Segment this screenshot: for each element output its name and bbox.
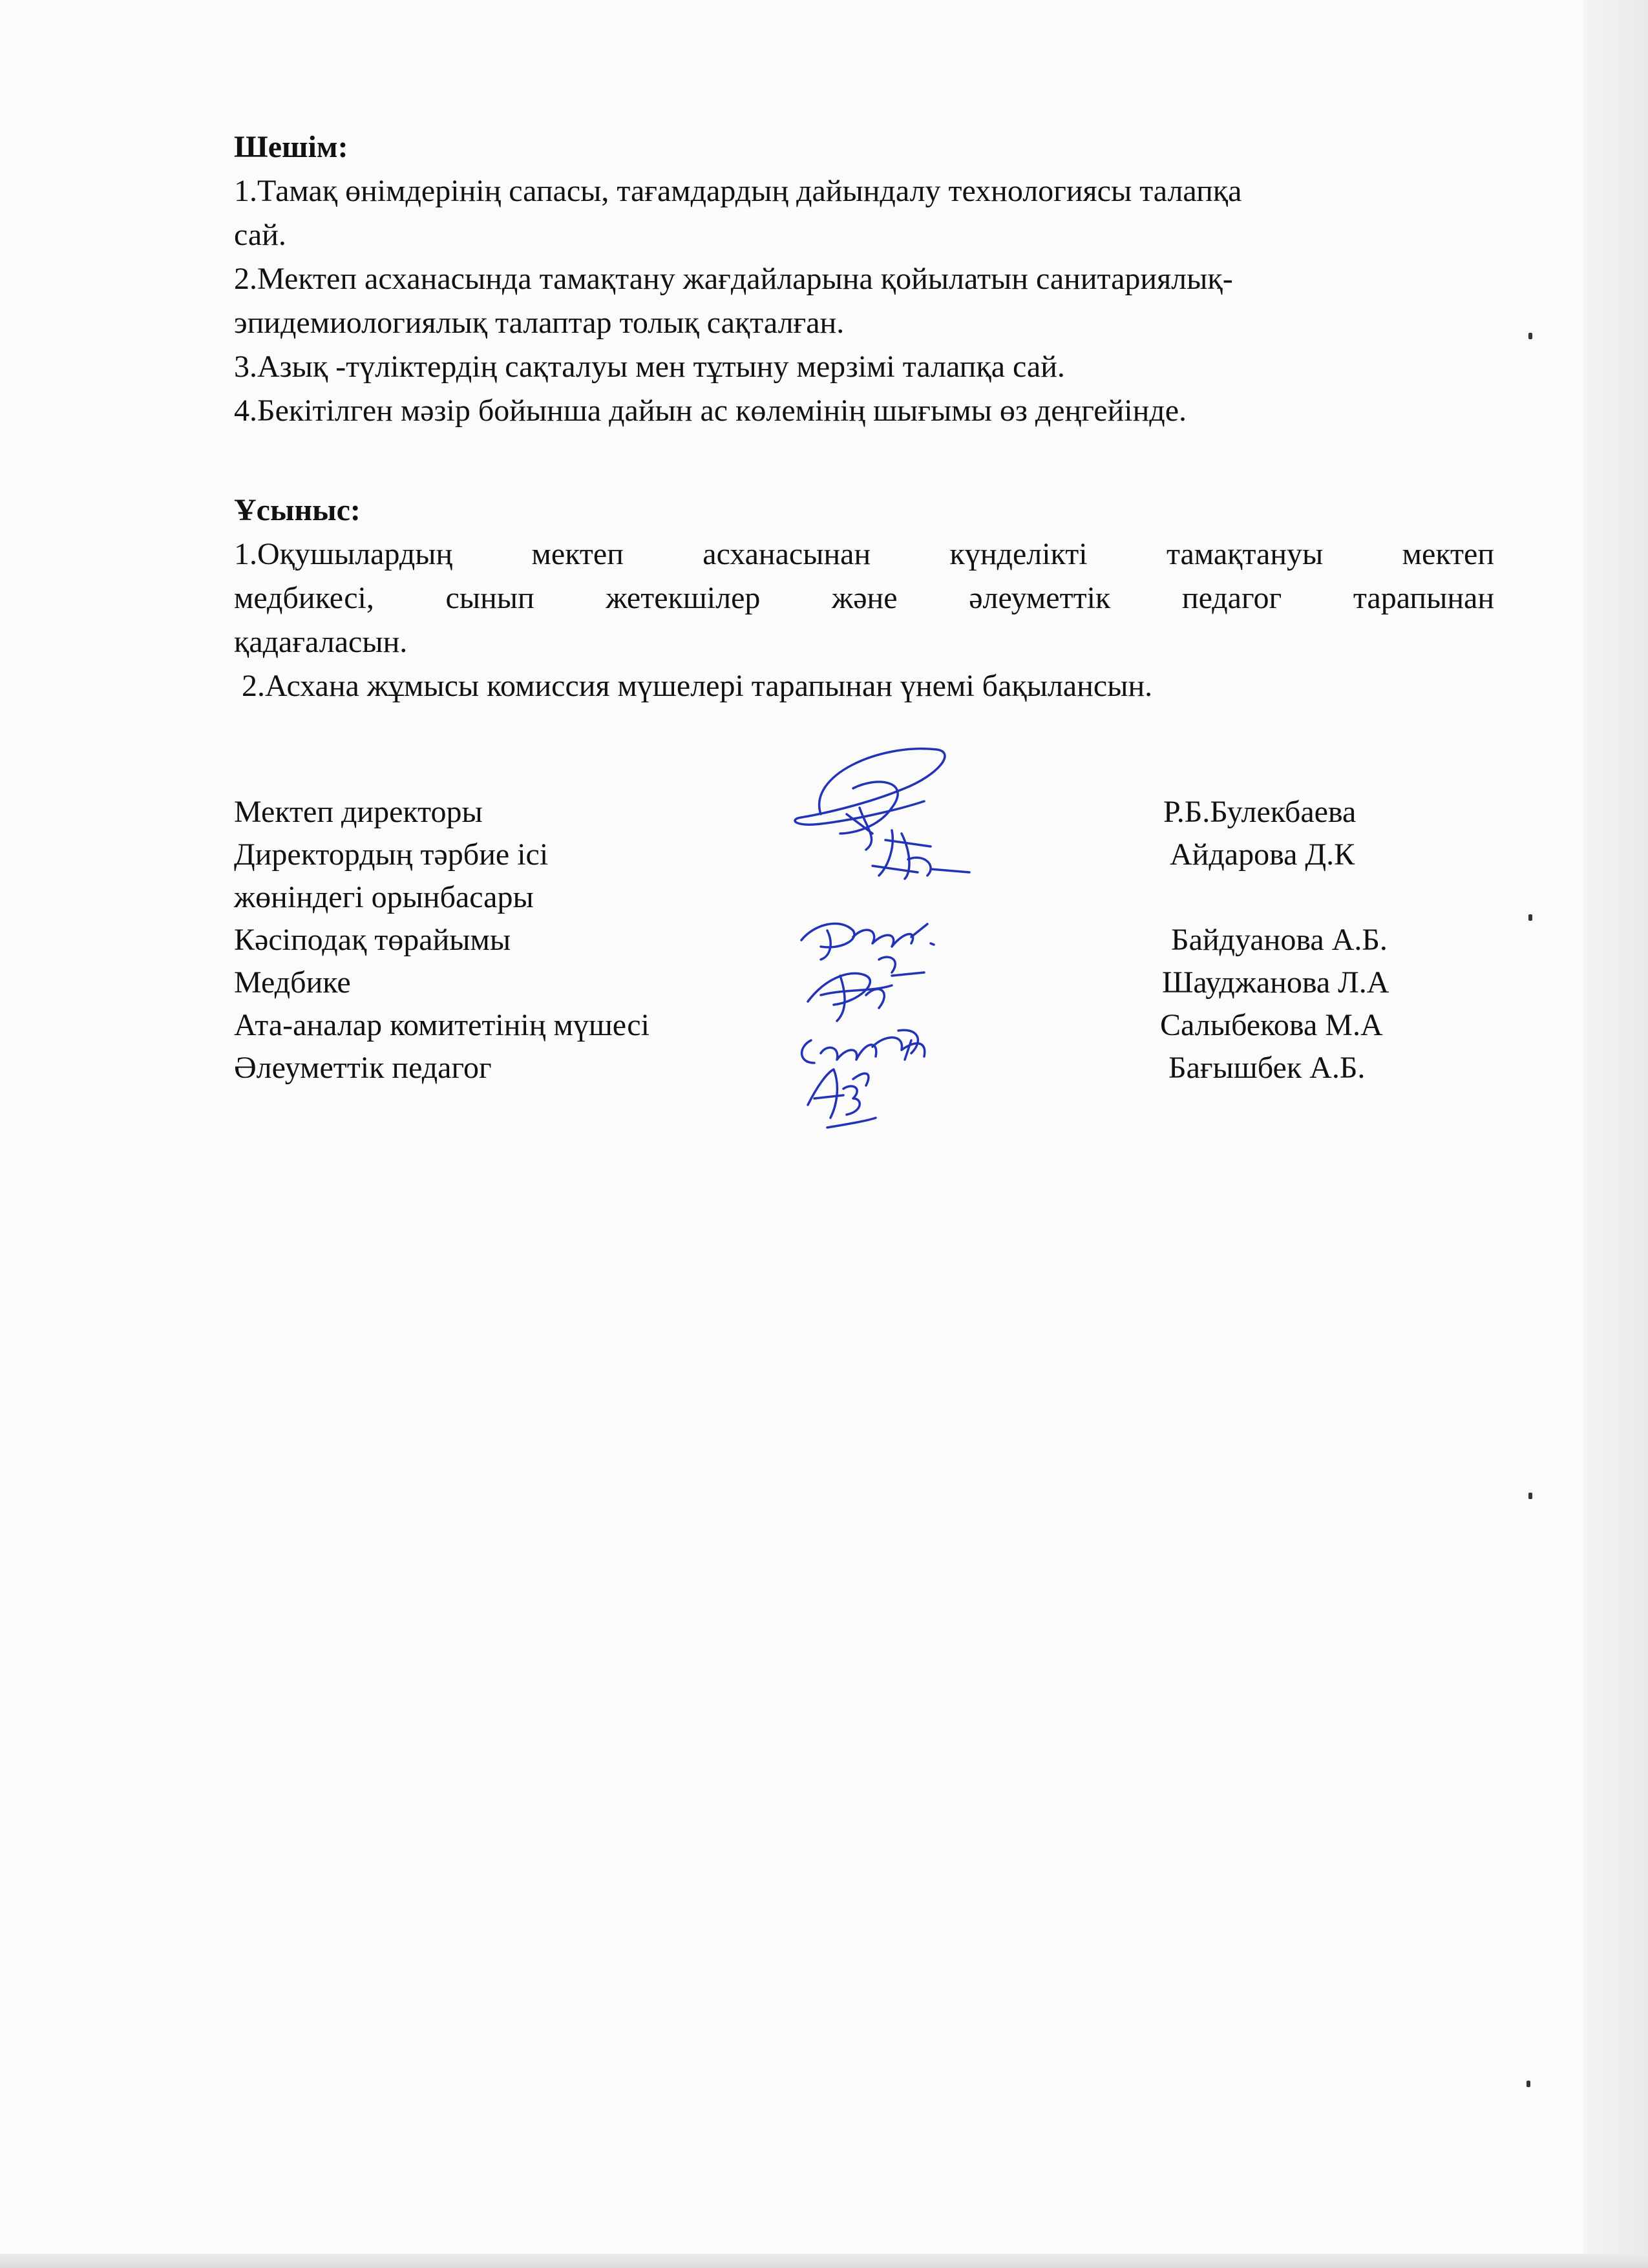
scan-speck [1528,333,1532,339]
scan-speck [1528,914,1532,921]
decision-section [234,125,1494,433]
decision-line: 3.Азық -түліктердің сақталуы мен тұтыну мерзімі талапқа сай. [234,350,1065,384]
signature-social-pedagogue [808,1069,876,1128]
scan-speck [1527,2081,1530,2087]
proposal-line: қадағаласын. [234,625,408,659]
signatory-name: Шауджанова Л.А [1162,965,1389,1000]
proposal-heading: Ұсыныс: [234,493,361,527]
signatory-name: Айдарова Д.К [1170,837,1355,872]
signatory-name: Бағышбек А.Б. [1168,1051,1366,1085]
decision-heading: Шешім: [234,130,348,164]
signature-director [795,749,945,850]
signature-union-chair [801,923,934,972]
signatory-name: Байдуанова А.Б. [1171,923,1388,957]
handwritten-signatures [782,737,1015,1137]
proposal-line: медбикесі, сынып жетекшілер және әлеуметтік педагог тарапынан [234,581,1494,615]
decision-line: 2.Мектеп асханасында тамақтану жағдайларына қойылатын санитариялық- [234,262,1233,296]
decision-line: 4.Бекітілген мәзір бойынша дайын ас көлемінің шығымы өз деңгейінде. [234,394,1187,428]
signatory-role: Медбике [234,965,351,1000]
proposal-line: 2.Асхана жұмысы комиссия мүшелері тарапынан үнемі бақылансын. [234,669,1153,703]
signatory-role: Директордың тәрбие ісі [234,837,549,872]
signatory-role: жөніндегі орынбасары [234,880,534,914]
scan-speck [1528,1493,1532,1499]
signatory-name: Салыбекова М.А [1160,1008,1383,1042]
signatory-role: Мектеп директоры [234,795,483,829]
proposal-section [234,488,1494,708]
decision-line: эпидемиологиялық талаптар толық сақталған. [234,306,845,340]
page-edge-shadow [1583,0,1648,2268]
signatory-role: Ата-аналар комитетінің мүшесі [234,1008,650,1042]
signature-nurse [808,972,924,1021]
signature-deputy [872,830,969,879]
signatory-role: Әлеуметтік педагог [234,1051,492,1085]
decision-line: сай. [234,218,286,252]
page-bottom-edge [0,2254,1648,2268]
proposal-line: 1.Оқушылардың мектеп асханасынан күнделікті тамақтануы мектеп [234,537,1494,571]
signatory-role: Кәсіподақ төрайымы [234,923,511,957]
signature-parent-committee [802,1030,925,1063]
decision-line: 1.Тамақ өнімдерінің сапасы, тағамдардың дайындалу технологиясы талапқа [234,174,1242,208]
signatory-name: Р.Б.Булекбаева [1163,795,1357,829]
